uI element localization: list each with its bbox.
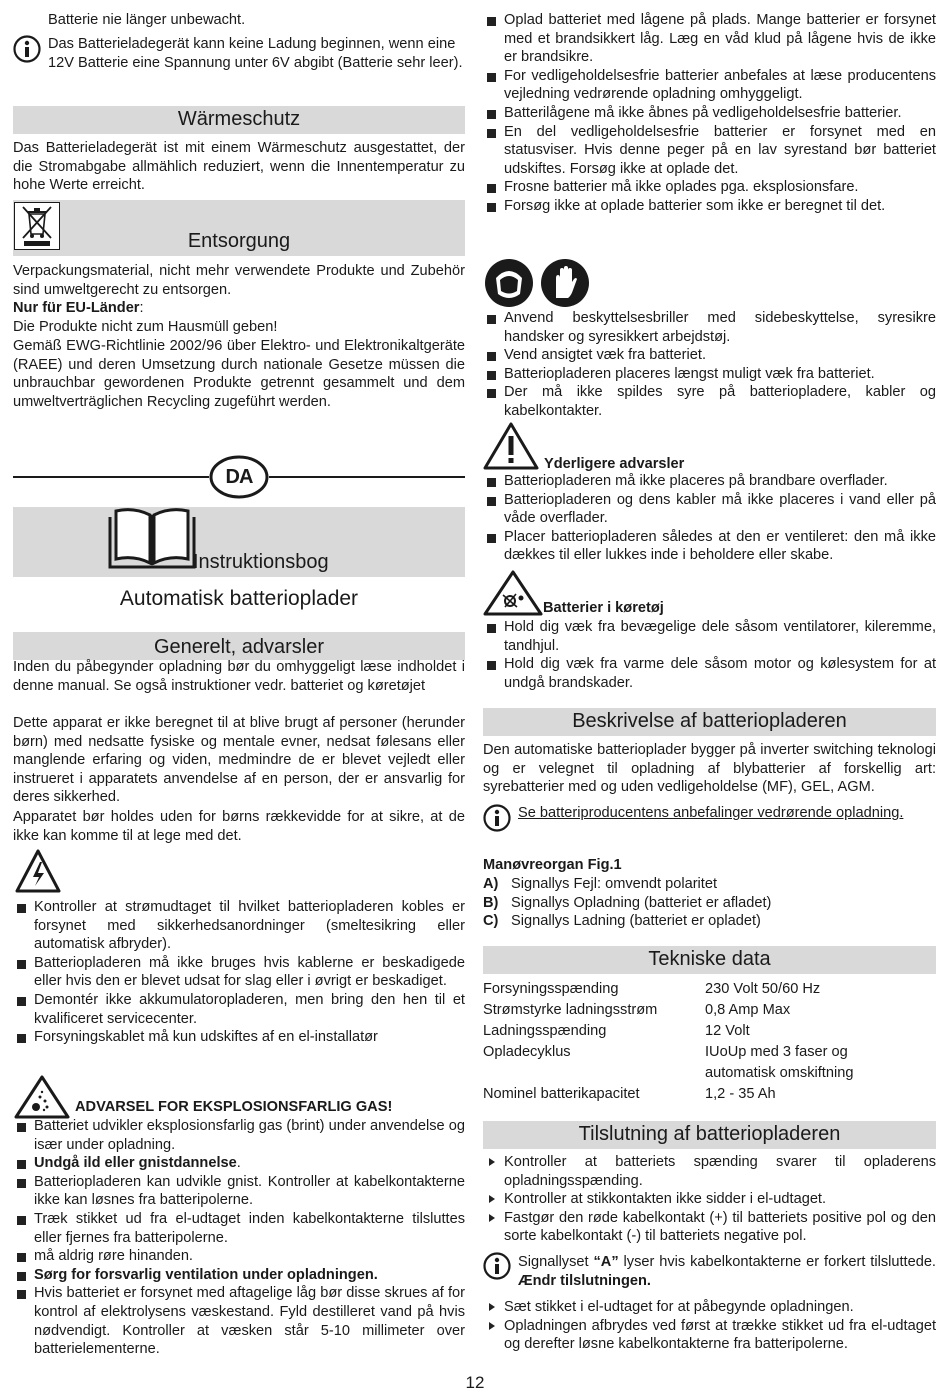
product-title: Automatisk batterioplader [119,587,359,610]
info-text-bold: Ændr tilslutningen. [518,1272,651,1289]
list-item: Kontroller at strømudtaget til hvilket batteriopladeren kobles er forsynet med sikkerhedsanordninger (smeltesikring eller automatisk afbryder). [13,898,465,954]
explosion-title: ADVARSEL FOR EKSPLOSIONSFARLIG GAS! [75,1099,393,1115]
entsorgung-title: Entsorgung [187,230,291,252]
list-item: må aldrig røre hinanden. [13,1247,465,1266]
tekniske-heading [483,946,936,974]
electric-warning-list [13,898,465,1047]
entsorgung-eu-line [13,299,144,318]
entsorgung-eu-label: Nur für EU-Länder [13,300,140,316]
list-item: Batteriet udvikler eksplosionsfarlig gas (brint) under anvendelse og især under opladning. [13,1117,465,1154]
list-item [483,894,936,913]
moving-parts-hazard-icon [483,570,543,616]
table-label: Nominel batterikapacitet [483,1086,640,1102]
waermeschutz-title: Wärmeschutz [177,108,301,130]
table-value: 12 Volt [705,1023,750,1039]
list-item: Opladningen afbrydes ved først at trække stikket ud fra el-udtaget og derefter løsne kabelkontakterne fra batteripolerne. [483,1317,936,1354]
table-value: 1,2 - 35 Ah [705,1086,776,1102]
list-item-bold: Undgå ild eller gnistdannelse [34,1155,237,1172]
list-item-key: A) [483,876,499,892]
list-item: Vend ansigtet væk fra batteriet. [483,346,936,365]
ppe-list [483,309,936,421]
manoevre-title: Manøvreorgan Fig.1 [483,857,622,873]
explosion-list [13,1117,465,1359]
list-item: Batteriopladeren må ikke placeres på brandbare overflader. [483,472,936,491]
list-item: Batteriopladeren kan udvikle gnist. Kontroller at kabelkontakterne ikke kan løsnes fra batteripolerne. [13,1173,465,1210]
list-item-suffix: . [236,1155,241,1172]
entsorgung-text-2: Die Produkte nicht zum Hausmüll geben! [13,319,278,335]
beskrivelse-text: Den automatiske batterioplader bygger på inverter switching teknologi og er velegnet til opladning af blybatterier af forskellig art: syrebatterier med og uden vedligeholdelse (MF), GEL, AGM. [483,742,936,796]
list-item: Sæt stikket i el-udtaget for at påbegynde opladningen. [483,1298,936,1317]
final-steps-list [483,1298,936,1354]
entsorgung-eu-colon: : [139,300,144,316]
list-item: Batteriopladeren placeres længst muligt væk fra batteriet. [483,365,936,384]
tilslutning-heading [483,1121,936,1149]
info-text-mid: lyser hvis kabelkontakterne er forkert tilsluttede. [618,1254,936,1270]
list-item: En del vedligeholdelsesfrie batterier er forsynet med en statusviser. Hvis denne peger på en lav syrestand bør batteriet udskiftes. Forsøg ikke at oplade det. [483,123,936,179]
table-row [483,1084,936,1105]
waermeschutz-text: Das Batterieladegerät ist mit einem Wärmeschutz ausgestattet, der die Stromabgabe allmählich reduziert, wenn die Innentemperatur zu hohe Werte erreicht. [13,140,465,194]
table-label: Forsyningsspænding [483,981,619,997]
beskrivelse-heading [483,708,936,736]
manual-book-icon [106,507,198,571]
list-item: Kontroller at batteriets spænding svarer til opladerens opladningsspænding. [483,1153,936,1190]
list-item-text: Signallys Fejl: omvendt polaritet [511,876,718,892]
list-item: Hold dig væk fra varme dele såsom motor og kølesystem for at undgå brandskader. [483,655,936,692]
table-row [483,1000,936,1021]
instruktionsbog-title: Instruktionsbog [193,551,329,573]
table-row [483,979,936,1000]
gloves-icon [540,258,590,308]
intro-info-text: Das Batterieladegerät kann keine Ladung beginnen, wenn eine 12V Batterie eine Spannung unter 6V abgibt (Batterie sehr leer). [48,36,463,71]
list-item: Placer batteriopladeren således at den er ventileret: den må ikke dækkes til eller lukkes inde i beholdere eller skabe. [483,528,936,565]
generelt-text-2: Dette apparat er ikke beregnet til at blive brugt af personer (herunder børn) med nedsatte fysiske og mentale evner, nedsat følesans eller manglende erfaring og viden, medmindre de er blevet vejledt eller instrueret i apparatets anvendelse af en person, der er ansvarlig for deres sikkerhed. [13,715,465,806]
table-value: 0,8 Amp Max [705,1002,791,1018]
list-item: Batteriopladeren må ikke bruges hvis kablerne er beskadigede eller hvis den er blevet udsat for slag eller i øvrigt er beskadiget. [13,954,465,991]
separator-line-right [269,476,465,478]
weee-bin-icon [14,202,60,250]
yderligere-list [483,472,936,565]
tilslutning-info-text [518,1253,936,1290]
table-label: Ladningsspænding [483,1023,607,1039]
table-value: IUoUp med 3 faser og automatisk omskiftning [705,1044,854,1081]
info-icon [483,1252,511,1280]
beskrivelse-title: Beskrivelse af batteriopladeren [572,710,847,732]
generelt-title: Generelt, advarsler [153,636,325,658]
generelt-text-1: Inden du påbegynder opladning bør du omhyggeligt læse indholdet i denne manual. Se også instruktioner vedr. batteriet og køretøjet [13,659,465,694]
tekniske-table [483,979,936,1105]
face-shield-icon [484,258,534,308]
info-icon [13,35,41,63]
list-item: For vedligeholdelsesfrie batterier anbefales at læse producentens vejledning vedrørende opladning omhyggeligt. [483,67,936,104]
list-item: Sørg for forsvarlig ventilation under opladningen. [13,1266,465,1285]
battery-care-list [483,11,936,216]
page-number: 12 [465,1373,485,1392]
tilslutning-title: Tilslutning af batteriopladeren [578,1123,841,1145]
explosion-hazard-icon [14,1075,70,1119]
list-item: Batteriopladeren og dens kabler må ikke placeres i vand eller på våde overflader. [483,491,936,528]
list-item [483,875,936,894]
electric-hazard-icon [14,848,62,894]
table-value: 230 Volt 50/60 Hz [705,981,821,997]
list-item-key: B) [483,894,499,911]
list-item-text: Signallys Ladning (batteriet er opladet) [511,913,761,930]
table-label: Strømstyrke ladningsstrøm [483,1002,658,1018]
list-item: Hold dig væk fra bevægelige dele såsom ventilatorer, kileremme, tandhjul. [483,618,936,655]
list-item: Hvis batteriet er forsynet med aftagelige låg bør disse skrues af for kontrol af elektrolysens væskestand. Fyld destilleret vand på hvis nødvendigt. Kontroller at væsken står 5-10 millimeter over batterielementerne. [13,1284,465,1358]
entsorgung-text-3: Gemäß EWG-Richtlinie 2002/96 über Elektro- und Elektronikaltgeräte (RAEE) und deren Umsetzung durch nationale Gesetze müssen die unbrauchbar gewordenen Produkte getrennt gesammelt und dem umweltverträglichen Recycling zugeführt werden. [13,338,465,410]
generelt-heading [13,632,465,660]
list-item: Demontér ikke akkumulatoropladeren, men bring den hen til et kvalificeret servicecenter. [13,991,465,1028]
instruktionsbog-heading [13,507,465,577]
list-item: Forsøg ikke at oplade batterier som ikke er beregnet til det. [483,197,936,216]
intro-line: Batterie nie länger unbewacht. [48,12,246,28]
list-item: Batterilågene må ikke åbnes på vedligeholdelsesfrie batterier. [483,104,936,123]
warning-icon [483,422,539,470]
list-item [13,1154,465,1173]
manoevre-list [483,875,936,931]
list-item: Fastgør den røde kabelkontakt (+) til batteriets positive pol og den sorte kabelkontakt (-) til batteriets negative pol. [483,1209,936,1246]
beskrivelse-info-text: Se batteriproducentens anbefalinger vedrørende opladning. [518,805,904,821]
table-label: Opladecyklus [483,1044,571,1060]
list-item-text: Signallys Opladning (batteriet er afladet) [511,894,772,911]
entsorgung-heading [13,200,465,256]
list-item: Kontroller at stikkontakten ikke sidder i el-udtaget. [483,1190,936,1209]
language-badge: DA [225,466,253,488]
waermeschutz-heading [13,106,465,134]
generelt-text-3: Apparatet bør holdes uden for børns rækkevidde for at sikre, at de ikke kan komme til at lege med det. [13,809,465,844]
list-item: Frosne batterier må ikke oplades pga. eksplosionsfare. [483,178,936,197]
info-text-pre: Signallyset [518,1254,594,1270]
tilslutning-list [483,1153,936,1246]
koeretoej-list [483,618,936,692]
table-row [483,1042,936,1084]
entsorgung-text-1: Verpackungsmaterial, nicht mehr verwendete Produkte und Zubehör sind umweltgerecht zu entsorgen. [13,263,465,298]
list-item: Der må ikke spildes syre på batteriopladere, kabler og kabelkontakter. [483,383,936,420]
separator-line-left [13,476,209,478]
koeretoej-title: Batterier i køretøj [543,600,664,616]
list-item: Forsyningskablet må kun udskiftes af en el-installatør [13,1028,465,1047]
list-item-key: C) [483,913,499,930]
list-item: Anvend beskyttelsesbriller med sidebeskyttelse, syresikre handsker og syresikkert arbejdstøj. [483,309,936,346]
table-row [483,1021,936,1042]
list-item: Træk stikket ud fra el-udtaget inden kabelkontakterne tilsluttes eller fjernes fra batteripolerne. [13,1210,465,1247]
list-item [483,912,936,931]
tekniske-title: Tekniske data [648,948,771,970]
info-signal-label: “A” [593,1254,619,1270]
list-item: Oplad batteriet med lågene på plads. Mange batterier er forsynet med et brandsikkert låg. Læg en våd klud på lågene hvis de ikke er brandsikre. [483,11,936,67]
yderligere-title: Yderligere advarsler [544,456,685,472]
info-icon [483,804,511,832]
